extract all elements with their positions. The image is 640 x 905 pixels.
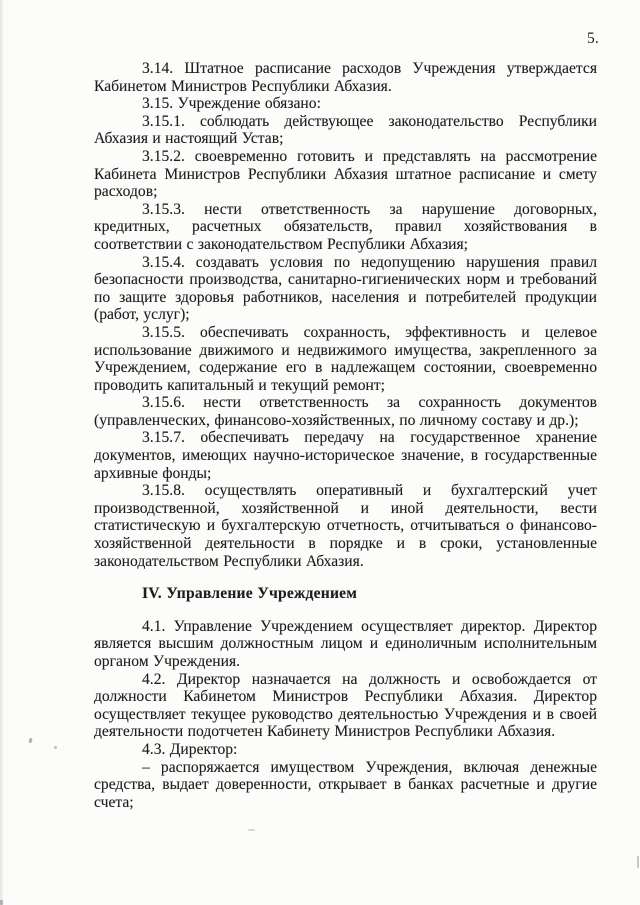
clause-4-2: 4.2. Директор назначается на должность и освобождается от должности Кабинетом Министров Республики Абхазия. Директор осуществляет текущее руководство деятельностью Учреждения и в своей деятельности подотчетен Кабинету Министров Республики Абхазия. [94, 670, 597, 741]
scan-artifact [0, 900, 3, 905]
scan-artifact [28, 738, 32, 744]
clause-3-15-5: 3.15.5. обеспечивать сохранность, эффективность и целевое использование движимого и недвижимого имущества, закрепленного за Учреждением, содержание его в надлежащем состоянии, своевременно проводить капитальный и текущий ремонт; [94, 323, 597, 394]
clause-3-15-7: 3.15.7. обеспечивать передачу на государственное хранение документов, имеющих научно-историческое значение, в государственные архивные фонды; [94, 429, 597, 482]
page-number: 5. [586, 30, 599, 47]
scan-artifact [248, 829, 255, 831]
clause-4-3-dash-1: – распоряжается имуществом Учреждения, включая денежные средства, выдает доверенности, открывает в банках расчетные и другие счета; [94, 758, 597, 811]
scan-edge-shadow [0, 0, 4, 905]
clause-3-14: 3.14. Штатное расписание расходов Учреждения утверждается Кабинетом Министров Республики Абхазия. [94, 60, 597, 95]
clause-3-15-2: 3.15.2. своевременно готовить и представлять на рассмотрение Кабинета Министров Республики Абхазия штатное расписание и смету расходов; [94, 147, 597, 201]
scan-artifact [637, 856, 639, 868]
clause-3-15-1: 3.15.1. соблюдать действующее законодательство Республики Абхазия и настоящий Устав; [94, 112, 597, 148]
scan-artifact [54, 746, 57, 749]
section-heading-iv: IV. Управление Учреждением [142, 585, 358, 603]
document-body [94, 60, 597, 811]
clause-3-15: 3.15. Учреждение обязано: [142, 95, 321, 113]
clause-4-3: 4.3. Директор: [142, 740, 238, 758]
clause-3-15-4: 3.15.4. создавать условия по недопущению нарушения правил безопасности производства, санитарно-гигиенических норм и требований по защите здоровья работников, населения и потребителей продукции (работ, услуг); [94, 253, 597, 324]
clause-4-1: 4.1. Управление Учреждением осуществляет директор. Директор является высшим должностным лицом и единоличным исполнительным органом Учреждения. [94, 617, 597, 670]
clause-3-15-6: 3.15.6. нести ответственность за сохранность документов (управленческих, финансово-хозяйственных, по личному составу и др.); [94, 394, 597, 429]
clause-3-15-8: 3.15.8. осуществлять оперативный и бухгалтерский учет производственной, хозяйственной и иной деятельности, вести статистическую и бухгалтерскую отчетность, отчитываться о финансово-хозяйственной деятельности в порядке и в сроки, установленные законодательством Республики Абхазия. [94, 482, 597, 570]
clause-3-15-3: 3.15.3. нести ответственность за нарушение договорных, кредитных, расчетных обязательств, правил хозяйствования в соответствии с законодательством Республики Абхазия; [94, 200, 597, 253]
